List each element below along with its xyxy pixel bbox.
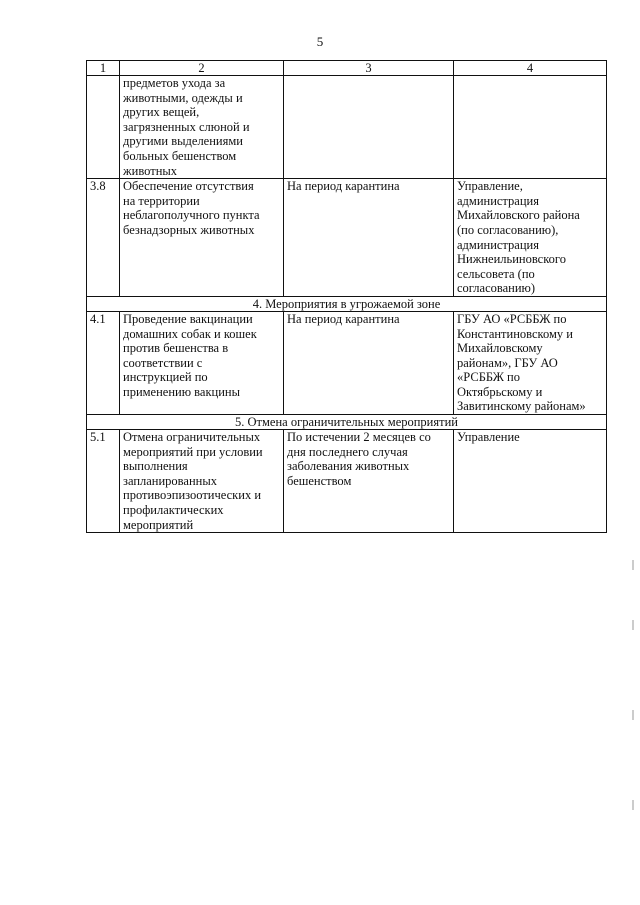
responsible-cell: Управление	[454, 430, 607, 533]
action-cell: Проведение вакцинации домашних собак и кошек против бешенства в соответствии с инструкцией по применению вакцины	[120, 311, 284, 414]
section-title: 4. Мероприятия в угрожаемой зоне	[87, 296, 607, 311]
responsible-cell: ГБУ АО «РСББЖ по Константиновскому и Михайловскому районам», ГБУ АО «РСББЖ по Октябрьскому и Завитинскому районам»	[454, 311, 607, 414]
item-number: 5.1	[87, 430, 120, 533]
item-number: 4.1	[87, 311, 120, 414]
page-number: 5	[316, 34, 324, 49]
measures-table	[86, 60, 607, 533]
table-row	[87, 76, 607, 179]
column-header: 2	[120, 61, 284, 76]
section-row	[87, 415, 607, 430]
item-number	[87, 76, 120, 179]
table-row	[87, 179, 607, 297]
section-row	[87, 296, 607, 311]
responsible-cell: Управление, администрация Михайловского района (по согласованию), администрация Нижнеильиновского сельсовета (по согласованию)	[454, 179, 607, 297]
period-cell: На период карантина	[284, 311, 454, 414]
section-title: 5. Отмена ограничительных мероприятий	[87, 415, 607, 430]
table-row	[87, 430, 607, 533]
table-row	[87, 311, 607, 414]
action-cell: предметов ухода за животными, одежды и других вещей, загрязненных слюной и другими выделениями больных бешенством животных	[120, 76, 284, 179]
column-header: 1	[87, 61, 120, 76]
period-cell: На период карантина	[284, 179, 454, 297]
column-header: 3	[284, 61, 454, 76]
item-number: 3.8	[87, 179, 120, 297]
action-cell: Обеспечение отсутствия на территории неблагополучного пункта безнадзорных животных	[120, 179, 284, 297]
responsible-cell	[454, 76, 607, 179]
period-cell	[284, 76, 454, 179]
scan-margin-marks	[632, 560, 636, 860]
action-cell: Отмена ограничительных мероприятий при условии выполнения запланированных противоэпизоотических и профилактических мероприятий	[120, 430, 284, 533]
column-header: 4	[454, 61, 607, 76]
period-cell: По истечении 2 месяцев со дня последнего случая заболевания животных бешенством	[284, 430, 454, 533]
table-header-row	[87, 61, 607, 76]
